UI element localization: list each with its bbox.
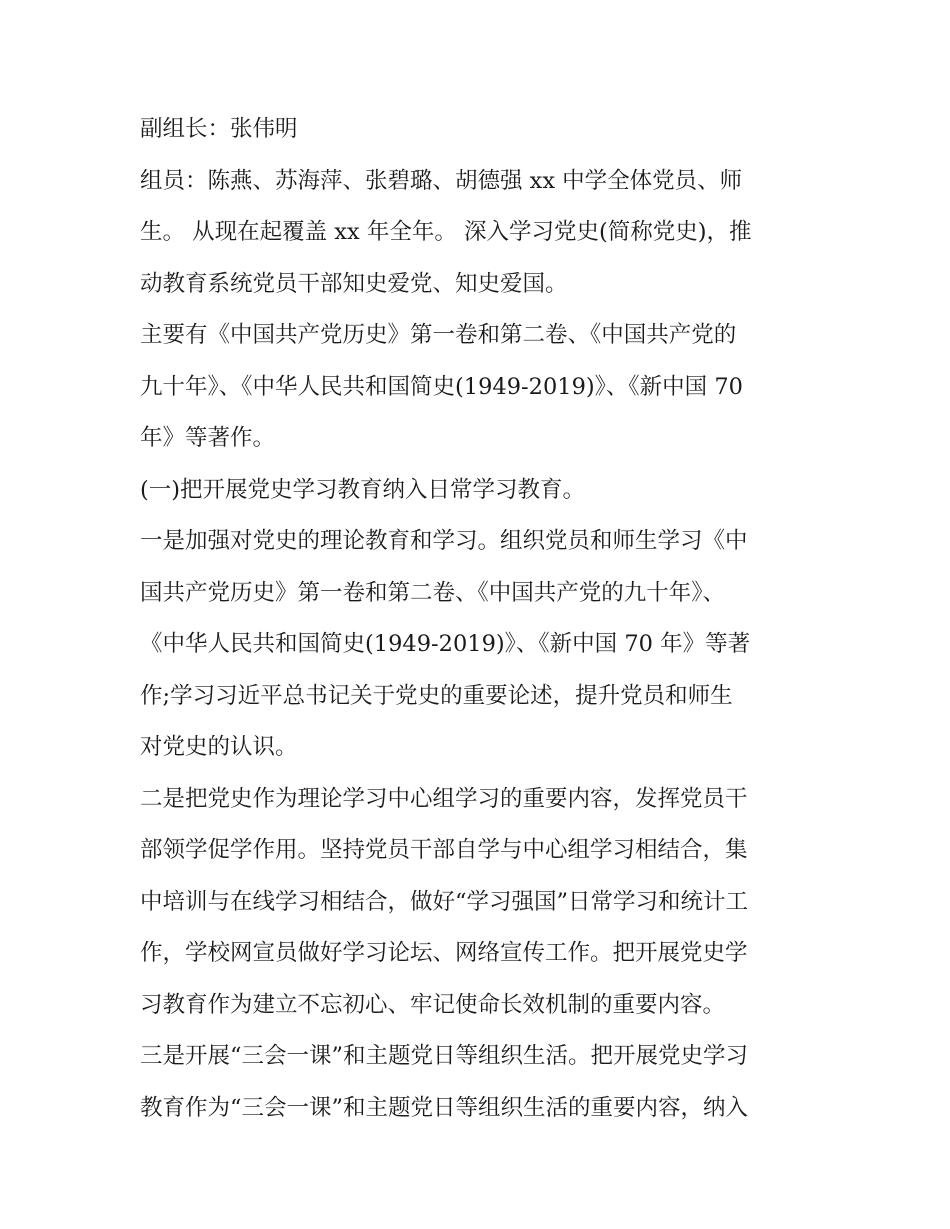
text-line: 生。 从现在起覆盖 xx 年全年。 深入学习党史(简称党史)，推 — [140, 219, 752, 245]
paragraph-deputy-leader — [140, 104, 820, 156]
text-line: 一是加强对党史的理论教育和学习。组织党员和师生学习《中 — [140, 528, 748, 554]
paragraph-point-3 — [140, 1031, 820, 1134]
document-body — [140, 104, 820, 1134]
text-line: 中培训与在线学习相结合，做好“学习强国”日常学习和统计工 — [140, 888, 749, 915]
text-line: 教育作为“三会一课”和主题党日等组织生活的重要内容，纳入 — [140, 1094, 749, 1121]
text-line: 主要有《中国共产党历史》第一卷和第二卷、《中国共产党的 — [140, 322, 737, 348]
paragraph-point-1 — [140, 516, 820, 774]
text-line: 年》等著作。 — [140, 425, 276, 451]
text-line: 二是把党史作为理论学习中心组学习的重要内容，发挥党员干 — [140, 785, 748, 812]
paragraph-members — [140, 156, 820, 311]
text-line: 对党史的认识。 — [140, 734, 298, 760]
text-line: 组员：陈燕、苏海萍、张碧璐、胡德强 xx 中学全体党员、师 — [140, 167, 743, 194]
text-line: 三是开展“三会一课”和主题党日等组织生活。把开展党史学习 — [140, 1043, 749, 1069]
text-line: 国共产党历史》第一卷和第二卷、《中国共产党的九十年》、 — [140, 579, 726, 606]
paragraph-point-2 — [140, 774, 820, 1032]
text-line: 作，学校网宣员做好学习论坛、网络宣传工作。把开展党史学 — [140, 940, 748, 966]
text-line: 习教育作为建立不忘初心、牢记使命长效机制的重要内容。 — [140, 991, 726, 1018]
text-line: (一)把开展党史学习教育纳入日常学习教育。 — [140, 476, 586, 503]
paragraph-materials — [140, 310, 820, 465]
section-heading-1 — [140, 465, 820, 517]
text-line: 作;学习习近平总书记关于党史的重要论述，提升党员和师生 — [140, 682, 733, 709]
text-line: 《中华人民共和国简史(1949-2019)》、《新中国 70 年》等著 — [140, 631, 751, 657]
text-line: 动教育系统党员干部知史爱党、知史爱国。 — [140, 270, 568, 297]
text-line: 副组长：张伟明 — [140, 116, 298, 142]
text-line: 部领学促学作用。坚持党员干部自学与中心组学习相结合，集 — [140, 837, 748, 863]
text-line: 九十年》、《中华人民共和国简史(1949-2019)》、《新中国 70 — [140, 373, 743, 400]
